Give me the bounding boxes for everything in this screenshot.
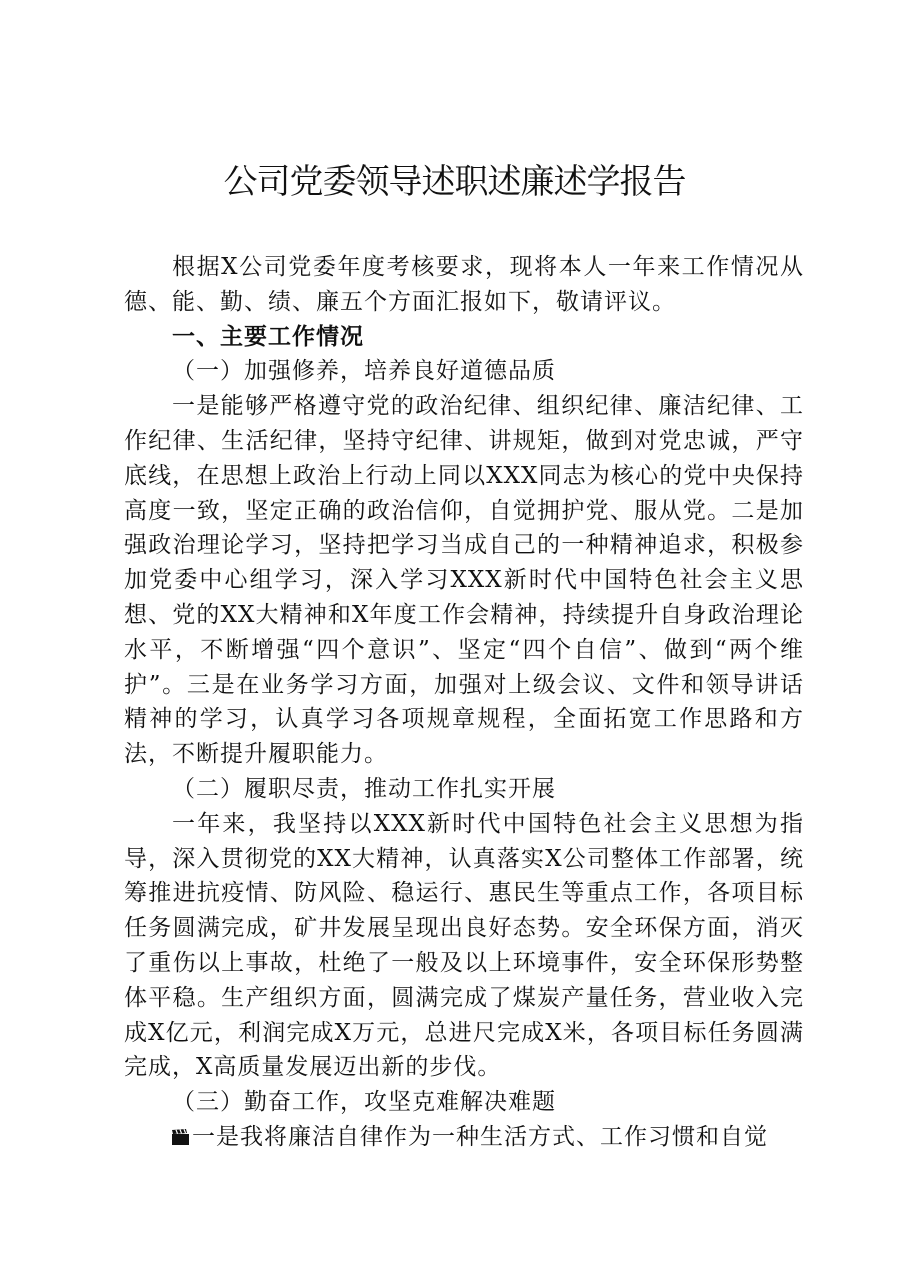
subheading-diligence: （三）勤奋工作，攻坚克难解决难题 [172,1089,556,1116]
paragraph-diligence-text: 一是我将廉洁自律作为一种生活方式、工作习惯和自觉 [192,1123,768,1150]
subheading-duties: （二）履职尽责，推动工作扎实开展 [172,775,556,802]
section-heading-main-work: 一、主要工作情况 [172,323,364,350]
document-title: 公司党委领导述职述廉述学报告 [223,162,686,202]
paragraph-duties: 一年来，我坚持以XXX新时代中国特色社会主义思想为指导，深入贯彻党的XX大精神，认真落实X公司整体工作部署，统筹推进抗疫情、防风险、稳运行、惠民生等重点工作，各项目标任务圆满完成，矿井发展呈现出良好态势。安全环保方面，消灭了重伤以上事故，杜绝了一般及以上环境事件，安全环保形势整体平稳。生产组织方面，圆满完成了煤炭产量任务，营业收入完成X亿元，利润完成X万元，总进尺完成X米，各项目标任务圆满完成，X高质量发展迈出新的步伐。 [124,810,804,1081]
intro-paragraph: 根据X公司党委年度考核要求，现将本人一年来工作情况从德、能、勤、绩、廉五个方面汇报如下，敬请评议。 [124,254,804,315]
paragraph-cultivation: 一是能够严格遵守党的政治纪律、组织纪律、廉洁纪律、工作纪律、生活纪律，坚持守纪律、讲规矩，做到对党忠诚，严守底线，在思想上政治上行动上同以XXX同志为核心的党中央保持高度一致，坚定正确的政治信仰，自觉拥护党、服从党。二是加强政治理论学习，坚持把学习当成自己的一种精神追求，积极参加党委中心组学习，深入学习XXX新时代中国特色社会主义思想、党的XX大精神和X年度工作会精神，持续提升自身政治理论水平，不断增强“四个意识”、坚定“四个自信”、做到“两个维护”。三是在业务学习方面，加强对上级会议、文件和领导讲话精神的学习，认真学习各项规章规程，全面拓宽工作思路和方法，不断提升履职能力。 [124,393,804,768]
paragraph-diligence [124,1120,804,1155]
subheading-cultivation: （一）加强修养，培养良好道德品质 [172,358,556,385]
document-body [124,250,804,1155]
film-clapper-icon [172,1121,189,1137]
